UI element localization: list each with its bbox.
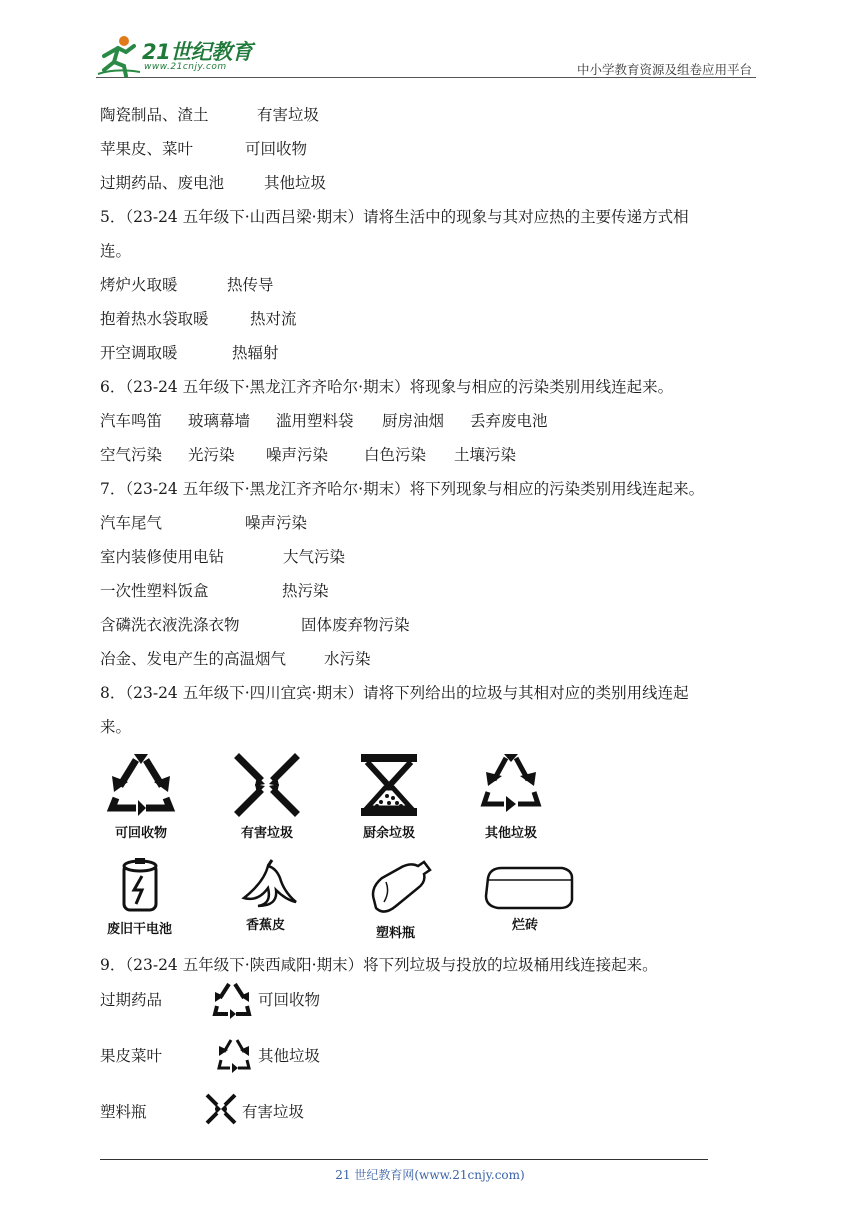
brick-icon (482, 864, 576, 912)
q4-right-1: 有害垃圾 (257, 106, 320, 124)
q5-stem-1: 5．（23-24 五年级下·山西吕梁·期末）请将生活中的现象与其对应热的主要传递方式相 (100, 208, 689, 226)
hourglass-icon (357, 752, 421, 818)
q8-stem-2: 来。 (100, 718, 132, 736)
q7-pair-3 (100, 581, 329, 601)
q6-phenomenon-5: 丢弃废电池 (470, 412, 548, 430)
q6-pollution-3: 噪声污染 (266, 446, 329, 464)
kitchen-label: 厨余垃圾 (362, 826, 415, 841)
q7-left-5: 冶金、发电产生的高温烟气 (100, 650, 287, 668)
q7-left-1: 汽车尾气 (100, 514, 163, 532)
q7-right-3: 热污染 (282, 582, 329, 600)
q6-phenomenon-2: 玻璃幕墙 (188, 412, 251, 430)
q7-right-5: 水污染 (324, 650, 371, 668)
q9-right-1: 可回收物 (258, 991, 321, 1009)
recyclable-label: 可回收物 (114, 826, 167, 841)
q7-right-4: 固体废弃物污染 (301, 616, 410, 634)
banana-peel-icon (238, 858, 300, 908)
site-logo (96, 34, 266, 78)
battery-label: 废旧干电池 (107, 922, 173, 937)
q8-stem-1: 8．（23-24 五年级下·四川宜宾·期末）请将下列给出的垃圾与其相对应的类别用线连起 (100, 684, 689, 702)
q7-pair-4 (100, 615, 410, 635)
q6-pollution-2: 光污染 (188, 446, 235, 464)
q6-pollution-4: 白色污染 (364, 446, 427, 464)
brick-label: 烂砖 (512, 918, 539, 933)
header-divider (96, 77, 756, 78)
q7-right-1: 噪声污染 (245, 514, 308, 532)
q6-pollutions-row (100, 445, 516, 465)
logo-text: 21世纪教育 (142, 40, 253, 64)
q6-phenomenon-4: 厨房油烟 (382, 412, 445, 430)
kitchen-symbol (354, 752, 424, 841)
q9-right-2: 其他垃圾 (258, 1047, 321, 1065)
q5-pair-2 (100, 309, 297, 329)
other-symbol (474, 752, 548, 841)
q6-stem: 6．（23-24 五年级下·黑龙江齐齐哈尔·期末）将现象与相应的污染类别用线连起来。 (100, 378, 674, 396)
platform-name: 中小学教育资源及组卷应用平台 (576, 62, 752, 77)
other-label: 其他垃圾 (484, 826, 537, 841)
hazardous-bin-icon (204, 1092, 238, 1126)
q4-pair-2 (100, 139, 307, 159)
plastic-bottle-icon (366, 858, 432, 918)
q4-left-2: 苹果皮、菜叶 (100, 140, 194, 158)
recyclable-symbol (104, 752, 178, 841)
other-recycle-icon (476, 752, 546, 818)
q5-left-2: 抱着热水袋取暖 (100, 310, 209, 328)
page-footer: 21 世纪教育网(www.21cnjy.com) (335, 1168, 525, 1182)
q5-left-1: 烤炉火取暖 (100, 276, 178, 294)
q5-left-3: 开空调取暖 (100, 344, 178, 362)
q6-phenomenon-1: 汽车鸣笛 (100, 412, 163, 430)
q7-pair-5 (100, 649, 371, 669)
recycle-bin-icon (212, 980, 252, 1020)
plastic-bottle-label: 塑料瓶 (376, 926, 416, 941)
runner-logo-icon (96, 34, 142, 78)
q5-right-1: 热传导 (227, 276, 274, 294)
q9-right-3: 有害垃圾 (242, 1103, 305, 1121)
q5-right-2: 热对流 (250, 310, 297, 328)
q4-pair-1 (100, 105, 319, 125)
q6-pollution-5: 土壤污染 (454, 446, 517, 464)
q7-pair-1 (100, 513, 307, 533)
q7-stem: 7．（23-24 五年级下·黑龙江齐齐哈尔·期末）将下列现象与相应的污染类别用线连起来。 (100, 480, 705, 498)
hazardous-x-icon (233, 752, 301, 818)
q5-pair-3 (100, 343, 279, 363)
q4-left-1: 陶瓷制品、渣土 (100, 106, 209, 124)
q9-left-3: 塑料瓶 (100, 1103, 147, 1121)
recycle-icon (106, 752, 176, 818)
q7-right-2: 大气污染 (283, 548, 346, 566)
logo-url: www.21cnjy.com (144, 62, 227, 72)
q5-right-3: 热辐射 (232, 344, 279, 362)
q7-left-4: 含磷洗衣液洗涤衣物 (100, 616, 240, 634)
q9-left-1: 过期药品 (100, 991, 163, 1009)
q7-pair-2 (100, 547, 345, 567)
q4-right-3: 其他垃圾 (264, 174, 327, 192)
q7-left-3: 一次性塑料饭盒 (100, 582, 209, 600)
q4-left-3: 过期药品、废电池 (100, 174, 225, 192)
q4-right-2: 可回收物 (245, 140, 308, 158)
page-header (0, 0, 860, 80)
q9-left-2: 果皮菜叶 (100, 1047, 163, 1065)
q6-phenomenon-3: 滥用塑料袋 (276, 412, 354, 430)
q6-phenomena-row (100, 411, 548, 431)
q5-pair-1 (100, 275, 274, 295)
hazardous-label: 有害垃圾 (240, 826, 293, 841)
footer-divider (100, 1159, 708, 1160)
q6-pollution-1: 空气污染 (100, 446, 163, 464)
q9-stem: 9．（23-24 五年级下·陕西咸阳·期末）将下列垃圾与投放的垃圾桶用线连接起来。 (100, 956, 658, 974)
banana-peel-label: 香蕉皮 (246, 918, 286, 933)
battery-icon (120, 858, 160, 914)
q7-left-2: 室内装修使用电钻 (100, 548, 225, 566)
q4-pair-3 (100, 173, 326, 193)
hazardous-symbol (231, 752, 303, 841)
q5-stem-2: 连。 (100, 242, 132, 260)
other-bin-icon (216, 1036, 252, 1074)
